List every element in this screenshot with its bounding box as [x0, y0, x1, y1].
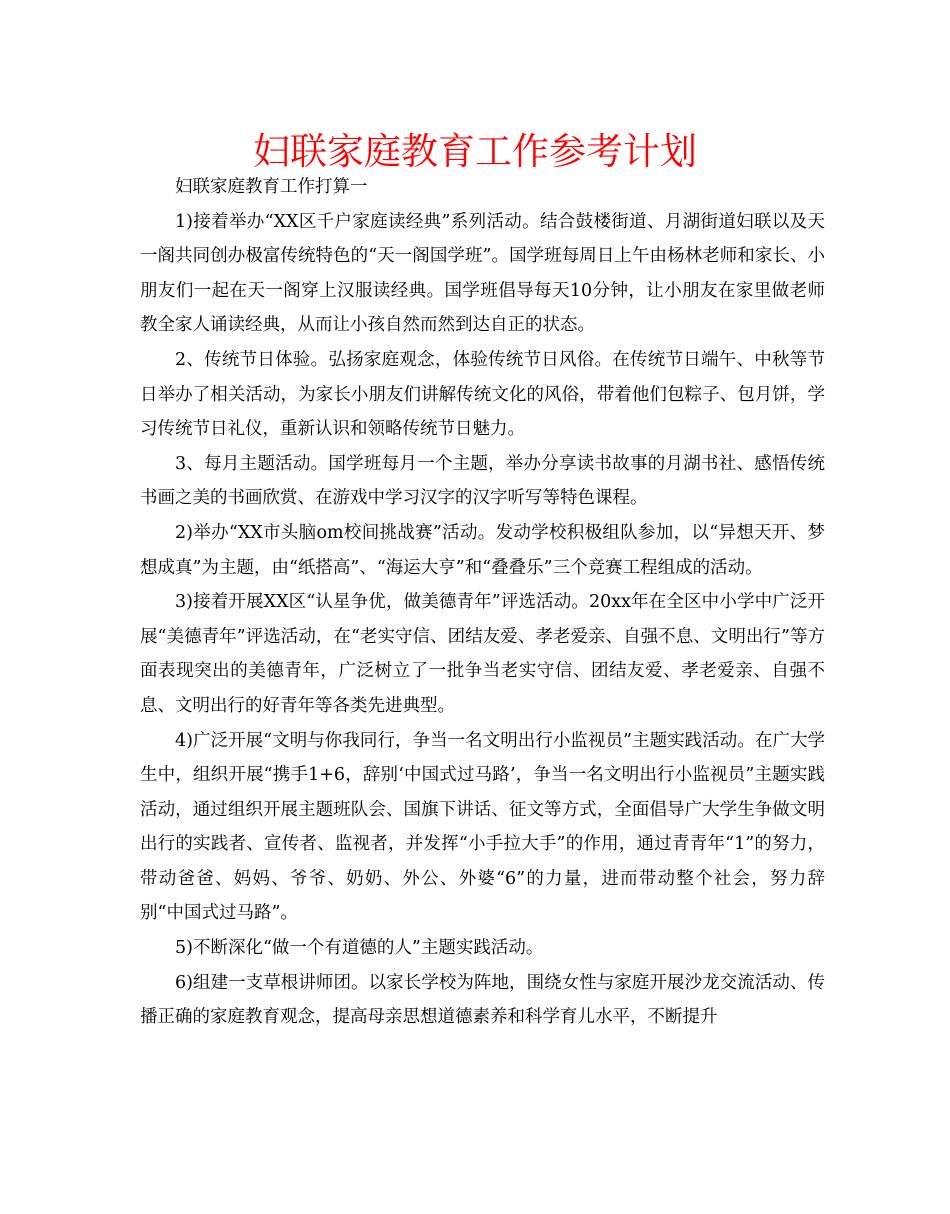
paragraph: 1)接着举办“XX区千户家庭读经典”系列活动。结合鼓楼街道、月湖街道妇联以及天一阁共同创办极富传统特色的“天一阁国学班”。国学班每周日上午由杨林老师和家长、小朋友们一起在天一阁穿上汉服读经典。国学班倡导每天10分钟，让小朋友在家里做老师教全家人诵读经典，从而让小孩自然而然到达自正的状态。: [140, 211, 825, 336]
paragraph: 3、每月主题活动。国学班每月一个主题，举办分享读书故事的月湖书社、感悟传统书画之美的书画欣赏、在游戏中学习汉字的汉字听写等特色课程。: [140, 453, 825, 509]
paragraph: 2)举办“XX市头脑om校间挑战赛”活动。发动学校积极组队参加，以“异想天开、梦想成真”为主题，由“纸搭高”、“海运大亨”和“叠叠乐”三个竞赛工程组成的活动。: [140, 522, 825, 578]
paragraph: 5)不断深化“做一个有道德的人”主题实践活动。: [175, 938, 544, 959]
paragraph: 2、传统节日体验。弘扬家庭观念，体验传统节日风俗。在传统节日端午、中秋等节日举办了相关活动，为家长小朋友们讲解传统文化的风俗，带着他们包粽子、包月饼，学习传统节日礼仪，重新认识和领略传统节日魅力。: [140, 349, 825, 440]
paragraph: 6)组建一支草根讲师团。以家长学校为阵地，围绕女性与家庭开展沙龙交流活动、传播正确的家庭教育观念，提高母亲思想道德素养和科学育儿水平，不断提升: [140, 972, 825, 1028]
paragraph: 3)接着开展XX区“认星争优，做美德青年”评选活动。20xx年在全区中小学中广泛开展“美德青年”评选活动，在“老实守信、团结友爱、孝老爱亲、自强不息、文明出行”等方面表现突出的美德青年，广泛树立了一批争当老实守信、团结友爱、孝老爱亲、自强不息、文明出行的好青年等各类先进典型。: [140, 592, 825, 716]
document-title: 妇联家庭教育工作参考计划: [253, 130, 697, 173]
document-body: [140, 170, 825, 1035]
paragraph: 妇联家庭教育工作打算一: [175, 177, 368, 197]
paragraph: 4)广泛开展“文明与你我同行，争当一名文明出行小监视员”主题实践活动。在广大学生中，组织开展“携手1+6，辞别‘中国式过马路’，争当一名文明出行小监视员”主题实践活动，通过组织开展主题班队会、国旗下讲话、征文等方式，全面倡导广大学生争做文明出行的实践者、宣传者、监视者，并发挥“小手拉大手”的作用，通过青青年“1”的努力，带动爸爸、妈妈、爷爷、奶奶、外公、外婆“6”的力量，进而带动整个社会，努力辞别“中国式过马路”。: [140, 730, 825, 924]
